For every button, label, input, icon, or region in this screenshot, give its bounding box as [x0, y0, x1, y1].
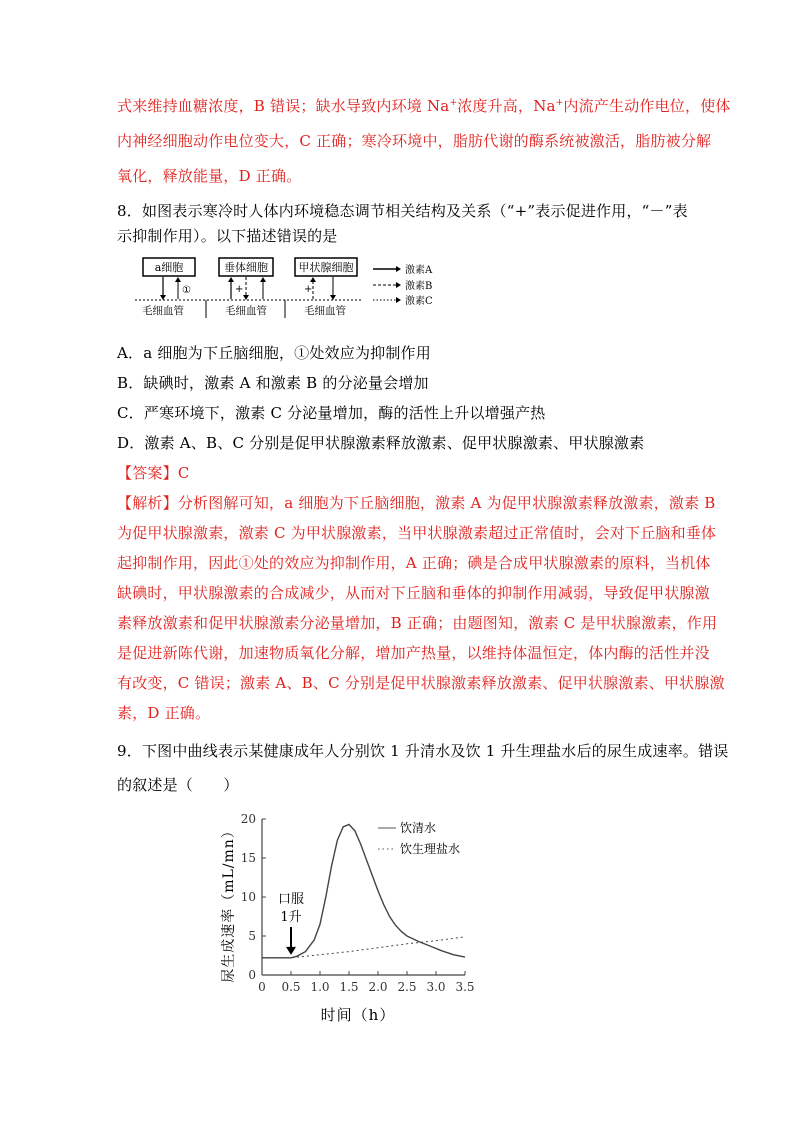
q8-option-b: B．缺碘时，激素 A 和激素 B 的分泌量会增加 [117, 374, 429, 392]
annotation-line-2: 1升 [280, 910, 302, 925]
plus-sign: + [304, 284, 313, 295]
x-tick-label: 3.0 [426, 980, 446, 994]
arrowhead [228, 277, 234, 282]
prev-analysis-line-3: 氧化，释放能量，D 正确。 [117, 167, 302, 185]
superscript-plus: + [449, 98, 458, 108]
prev-analysis-line-1c: 内流产生动作电位，使体 [563, 97, 731, 115]
annotation-arrowhead [286, 947, 296, 955]
q8-analysis-line-3: 起抑制作用，因此①处的效应为抑制作用，A 正确；碘是合成甲状腺激素的原料，当机体 [117, 554, 711, 572]
q8-analysis-line-4: 缺碘时，甲状腺激素的合成减少，从而对下丘脑和垂体的抑制作用减弱，导致促甲状腺激 [117, 584, 710, 602]
legend-label-c: 激素C [405, 296, 433, 307]
chart-xlabel: 时间（h） [320, 1006, 396, 1024]
q8-diagram [133, 252, 448, 322]
annotation-line-1: 口服 [277, 892, 305, 907]
arrowhead [260, 277, 266, 282]
y-tick-label: 5 [248, 929, 256, 943]
chart-axes [241, 812, 475, 994]
q8-stem-line-2: 示抑制作用）。以下描述错误的是 [117, 227, 338, 245]
plus-sign: + [235, 284, 244, 295]
x-tick-label: 2.5 [397, 980, 417, 994]
q8-answer [117, 463, 687, 483]
prev-analysis-line-2: 内神经细胞动作电位变大，C 正确；寒冷环境中，脂肪代谢的酶系统被激活，脂肪被分解 [117, 132, 712, 150]
analysis-text: 分析图解可知，a 细胞为下丘脑细胞，激素 A 为促甲状腺激素释放激素，激素 B [177, 494, 716, 512]
q9-stem-line-1: 9．下图中曲线表示某健康成年人分别饮 1 升清水及饮 1 升生理盐水后的尿生成速率。错误 [117, 742, 729, 760]
answer-value: C [177, 464, 190, 482]
capillary-label: 毛细血管 [304, 305, 346, 317]
prev-analysis-line-1a: 式来维持血糖浓度，B 错误；缺水导致内环境 Na [117, 97, 450, 115]
q8-analysis-line-6: 是促进新陈代谢，加速物质氧化分解，增加产热量，以维持体温恒定，体内酶的活性并没 [117, 644, 710, 662]
q8-analysis-line-1 [117, 493, 716, 513]
prev-analysis-line-1 [117, 96, 731, 116]
x-tick-label: 0.5 [281, 980, 301, 994]
q8-analysis-line-8: 素，D 正确。 [117, 704, 211, 722]
q8-stem-line-1: 8．如图表示寒冷时人体内环境稳态调节相关结构及关系（“+”表示促进作用，“－”表 [117, 202, 688, 220]
mark-circle-1: ① [182, 285, 191, 296]
chart-ylabel: 尿生成速率（mL/mn） [221, 823, 237, 983]
legend-label-a: 激素A [405, 265, 433, 276]
x-tick-label: 2.0 [368, 980, 388, 994]
urine-rate-chart [215, 805, 515, 1035]
y-tick-label: 15 [240, 851, 256, 865]
arrowhead [175, 277, 181, 282]
q8-analysis-line-2: 为促甲状腺激素，激素 C 为甲状腺激素，当甲状腺激素超过正常值时，会对下丘脑和垂体 [117, 524, 717, 542]
y-tick-label: 10 [240, 890, 256, 904]
answer-label: 【答案】 [117, 464, 178, 482]
q8-analysis-line-5: 素释放激素和促甲状腺激素分泌量增加，B 正确；由题图知，激素 C 是甲状腺激素，作用 [117, 614, 718, 632]
prev-analysis-line-1b: 浓度升高，Na [457, 97, 556, 115]
arrowhead [396, 266, 401, 272]
superscript-plus: + [555, 98, 564, 108]
arrowhead [396, 282, 401, 288]
y-tick-label: 20 [240, 812, 256, 826]
analysis-label: 【解析】 [117, 494, 178, 512]
q8-option-d: D．激素 A、B、C 分别是促甲状腺激素释放激素、促甲状腺激素、甲状腺激素 [117, 434, 645, 452]
x-tick-label: 0 [258, 980, 266, 994]
legend-series-1: 饮清水 [400, 821, 437, 835]
q8-option-a: A．a 细胞为下丘脑细胞，①处效应为抑制作用 [117, 344, 431, 362]
y-tick-label: 0 [248, 968, 256, 982]
q8-analysis-line-7: 有改变，C 错误；激素 A、B、C 分别是促甲状腺激素释放激素、促甲状腺激素、甲状腺激 [117, 674, 725, 692]
box-a-cell-label: a细胞 [154, 261, 184, 274]
legend-label-b: 激素B [405, 281, 433, 292]
arrowhead [160, 295, 166, 300]
box-thyroid-label: 甲状腺细胞 [298, 261, 354, 274]
arrowhead [330, 295, 336, 300]
x-tick-label: 1.5 [339, 980, 359, 994]
q9-stem-line-2: 的叙述是（ ） [117, 776, 239, 794]
legend [378, 820, 460, 856]
arrowhead [243, 295, 249, 300]
box-pituitary-label: 垂体细胞 [224, 261, 268, 274]
q8-option-c: C．严寒环境下，激素 C 分泌量增加，酶的活性上升以增强产热 [117, 404, 546, 422]
arrowhead [310, 277, 316, 282]
x-tick-label: 1.0 [310, 980, 330, 994]
capillary-label: 毛细血管 [142, 305, 184, 317]
legend-series-2: 饮生理盐水 [400, 842, 461, 856]
capillary-label: 毛细血管 [225, 305, 267, 317]
x-tick-label: 3.5 [455, 980, 475, 994]
arrowhead [396, 297, 401, 303]
